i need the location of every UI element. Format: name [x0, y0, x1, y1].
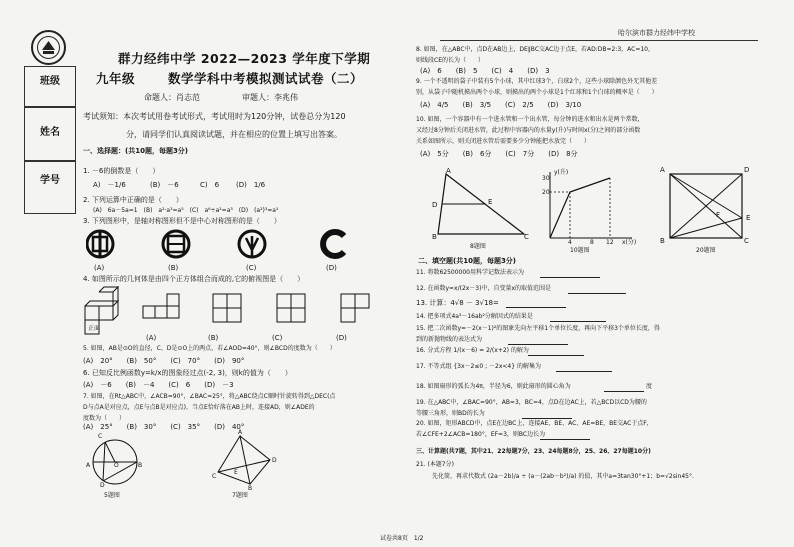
question-13: 13. 计算：4√8 － 3√18=	[416, 299, 499, 307]
exam-title-line1: 群力经纬中学 2022—2023 学年度下学期	[118, 51, 371, 66]
fig5-label-d: D	[100, 482, 105, 489]
fig7-label-b: B	[248, 485, 253, 492]
question-7-line2: D与点A是对应点，点E与点B是对应点)，当点E恰好落在AB上时，连接AD，则∠ADE的	[83, 404, 315, 411]
q4-label-a: (A)	[146, 334, 157, 342]
header-school-name: 哈尔滨市群力经纬中学校	[618, 29, 695, 37]
fig8-label-c: C	[524, 233, 529, 241]
graph10-xtick-4: 4	[568, 239, 572, 246]
q2-options: (A) 6a－5a=1 (B) a²·a³=a⁵ (C) a⁶÷a²=a³ (D) (a²)³=a⁵	[93, 207, 279, 214]
fig5-label-c: C	[98, 433, 103, 440]
q18-unit: 度	[646, 383, 653, 390]
q4-view-b-icon	[213, 294, 241, 322]
class-box	[24, 66, 76, 108]
fig7-label-c: C	[212, 473, 217, 480]
q4-label-c: (C)	[272, 334, 283, 342]
q4-label-d: (D)	[336, 334, 347, 342]
question-10-line1: 10. 如图，一个容器中有一个进水管和一个出水管，每分钟的进水和出水是两个常数，	[416, 116, 644, 123]
question-15-line1: 15. 把二次函数y=－2(x－1)²的图象先向左平移1个单位长度，再向下平移3个单位长度，得	[416, 325, 660, 332]
fig20-label-b: B	[660, 237, 665, 245]
notice-line1: 考试须知：本次考试用卷考试形式，考试用时为120分钟，试卷总分为120	[83, 112, 346, 121]
figure-5	[85, 432, 155, 492]
question-11: 11. 将数62500000用科学记数法表示为	[416, 269, 524, 276]
fig7-label-a: A	[238, 429, 243, 436]
q13-answer-line[interactable]	[506, 307, 566, 308]
q1-option-a: A) －1/6	[93, 181, 126, 189]
fig20-label-d: D	[744, 166, 750, 174]
fig8-caption: 8题图	[470, 243, 486, 250]
icbc-logo-icon	[163, 231, 189, 257]
name-box	[24, 106, 76, 162]
question-7-line3: 度数为（ ）	[83, 415, 126, 422]
question-8-line2: 则线段CE的长为（ ）	[416, 57, 484, 64]
q5-options: (A) 20° (B) 50° (C) 70° (D) 90°	[83, 357, 245, 365]
q20-answer-line[interactable]	[540, 439, 590, 440]
q16-answer-line[interactable]	[528, 355, 584, 356]
question-19-line2: 等腰三角形，则BD的长为	[416, 410, 485, 417]
school-logo	[31, 30, 66, 65]
question-21: 21. (本题7分)	[416, 461, 454, 468]
q4-front-label: 正面	[88, 325, 101, 332]
q11-answer-line[interactable]	[540, 277, 600, 278]
agricultural-bank-icon	[239, 231, 265, 257]
fig5-caption: 5题图	[104, 492, 120, 499]
proposer: 命题人：肖志范	[144, 93, 200, 102]
question-3: 3. 下列图形中，是轴对称图形但不是中心对称图形的是（ ）	[83, 217, 281, 225]
q17-answer-line[interactable]	[556, 371, 612, 372]
fig5-label-a: A	[86, 462, 91, 469]
fig20-label-e: E	[746, 214, 751, 222]
q19-answer-line[interactable]	[522, 418, 572, 419]
exam-title-line2: 数学学科中考模拟测试试卷（二）	[168, 71, 364, 86]
q6-options: (A) －6 (B) －4 (C) 6 (D) －3	[83, 381, 234, 389]
fig7-caption: 7题图	[232, 492, 248, 499]
header-divider	[440, 40, 758, 41]
fig7-label-d: D	[272, 457, 277, 464]
q18-answer-line[interactable]	[604, 391, 644, 392]
question-10-line2: 又经过8分钟后关闭进水管，此过程中容器内的水量y(升)与时间x(分)之间的部分函数	[416, 127, 641, 134]
number-label: 学号	[40, 175, 60, 186]
q3-label-b: (B)	[168, 264, 179, 272]
q3-label-c: (C)	[246, 264, 257, 272]
q7-options: (A) 25° (B) 30° (C) 35° (D) 40°	[83, 423, 245, 431]
q1-option-c: C) 6	[200, 181, 220, 189]
fig8-label-b: B	[432, 233, 437, 241]
q9-options: (A) 4/5 (B) 3/5 (C) 2/5 (D) 3/10	[420, 101, 582, 109]
question-1: 1. －6的倒数是（ ）	[83, 167, 160, 175]
class-label: 班级	[40, 76, 60, 87]
question-5: 5. 如图，AB是⊙O的直径，C、D是⊙O上的两点，若∠AOD=40°，则∠BCD的度数为（ ）	[83, 345, 336, 352]
question-20-line1: 20. 如图，矩形ABCD中，点E在边BC上，连接AE、BE、AC、AE=BE，BE交AC于点F，	[416, 420, 653, 427]
question-4: 4. 如图所示的几何体是由四个正方体组合而成的,它的俯视图是（ ）	[83, 275, 305, 283]
question-9: 9. 一个不透明的袋子中装有5个小球，其中红球3个，白球2个，这些小球除颜色外无其他差	[416, 78, 658, 85]
page-footer: 试卷共8页 1/2	[380, 535, 424, 542]
q10-options: (A) 5分 (B) 6分 (C) 7分 (D) 8分	[420, 150, 578, 158]
figure-7	[210, 429, 280, 492]
graph10-xtick-12: 12	[606, 239, 614, 246]
fig20-label-c: C	[744, 237, 749, 245]
question-8: 8. 如图，在△ABC中，点D在AB边上，DE∥BC交AC边于点E，若AD:DB=2:3，AC=10，	[416, 46, 654, 53]
graph10-xlabel: x(分)	[622, 239, 637, 246]
name-label: 姓名	[40, 127, 60, 138]
q12-answer-line[interactable]	[568, 293, 626, 294]
fig7-label-e: E	[234, 469, 238, 476]
graph10-ytick-30: 30	[542, 175, 550, 182]
q15-answer-line[interactable]	[508, 344, 568, 345]
q3-figures	[86, 228, 386, 270]
figure-10-graph	[540, 168, 640, 248]
graph10-ylabel: y(升)	[554, 169, 569, 176]
fig5-label-o: O	[114, 462, 119, 469]
question-18: 18. 如图扇形的弧长为4π，半径为6，则此扇形的圆心角为	[416, 383, 571, 390]
question-9-line2: 别，从袋子中随机摸出两个小球，则摸出的两个小球是1个红球和1个白球的概率是（ ）	[416, 89, 658, 96]
question-10-line3: 关系如图所示，则关闭进水管后需要多少分钟能把水放完（ ）	[416, 138, 591, 145]
bank-of-china-icon	[87, 231, 113, 257]
question-12: 12. 在函数y=x/(2x－3)中，自变量x的取值范围是	[416, 285, 552, 292]
question-21-body: 先化简，再求代数式 (2a－2b)/a ÷ (a－(2ab－b²)/a) 的值，其中a=3tan30°+1；b=√2sin45°.	[432, 473, 694, 480]
q4-label-b: (B)	[208, 334, 219, 342]
section-choice-title: 一、选择题：(共10题，每题3分)	[83, 147, 189, 155]
fig8-label-e: E	[488, 198, 493, 206]
q4-view-c-icon	[277, 294, 305, 322]
logo-emblem-icon	[33, 32, 64, 63]
section-fill-title: 二、填空题(共10题，每题3分)	[418, 257, 517, 265]
figure-20	[660, 168, 760, 248]
figure-8	[432, 168, 532, 248]
question-7-line1: 7. 如图，在Rt△ABC中，∠ACB=90°，∠BAC=25°，将△ABC绕点C顺时针旋转得到△DEC(点	[83, 393, 336, 400]
question-2: 2. 下列运算中正确的是（ ）	[83, 196, 183, 204]
q1-option-d: (D) 1/6	[236, 181, 266, 189]
grade-label: 九年级	[96, 71, 136, 86]
question-20-line2: 若∠CFE+2∠ACB=180°，EF=3，则BC边长为	[416, 431, 546, 438]
question-19-line1: 19. 在△ABC中，∠BAC=90°，AB=3，BC=4，点D在边AC上，若△BCD以CD为腰的	[416, 399, 647, 406]
graph10-xtick-8: 8	[590, 239, 594, 246]
fig20-caption: 20题图	[696, 247, 716, 254]
fig5-label-b: B	[138, 462, 143, 469]
fig20-label-f: F	[716, 211, 721, 219]
question-6: 6. 已知反比例函数y=k/x的图象经过点(-2, 3)，则k的值为（ ）	[83, 369, 292, 377]
fig10-caption: 10题图	[570, 247, 590, 254]
fig8-label-a: A	[446, 167, 451, 175]
question-14: 14. 把多项式4a³－16ab²分解因式的结果是	[416, 313, 533, 320]
q4-figures	[83, 286, 393, 336]
q3-label-a: (A)	[94, 264, 105, 272]
graph10-ytick-20: 20	[542, 189, 550, 196]
fig8-label-d: D	[432, 201, 438, 209]
question-16: 16. 分式方程 1/(x－6) = 2/(x+2) 的解为	[416, 347, 529, 354]
notice-line2: 分，请同学们认真阅读试题，并在相应的位置上填写出答案。	[126, 130, 342, 139]
number-box	[24, 160, 76, 214]
q4-view-a-icon	[143, 294, 179, 318]
fig20-label-a: A	[660, 166, 665, 174]
construction-bank-icon	[323, 232, 344, 256]
q3-label-d: (D)	[326, 264, 337, 272]
q8-options: (A) 6 (B) 5 (C) 4 (D) 3	[420, 67, 550, 75]
q4-view-d-icon	[341, 294, 369, 322]
q14-answer-line[interactable]	[550, 321, 606, 322]
question-17: 17. 不等式组 {3x－2≤0 ; －2x<4} 的解集为	[416, 363, 541, 370]
section-calc-title: 三、计算题(共7题，其中21、22每题7分，23、24每题8分，25、26、27每题10分)	[416, 448, 651, 455]
q1-option-b: (B) －6	[150, 181, 179, 189]
question-15-line2: 到的新抛物线的表达式为	[416, 336, 483, 343]
reviewer: 审题人：李兆伟	[242, 93, 298, 102]
